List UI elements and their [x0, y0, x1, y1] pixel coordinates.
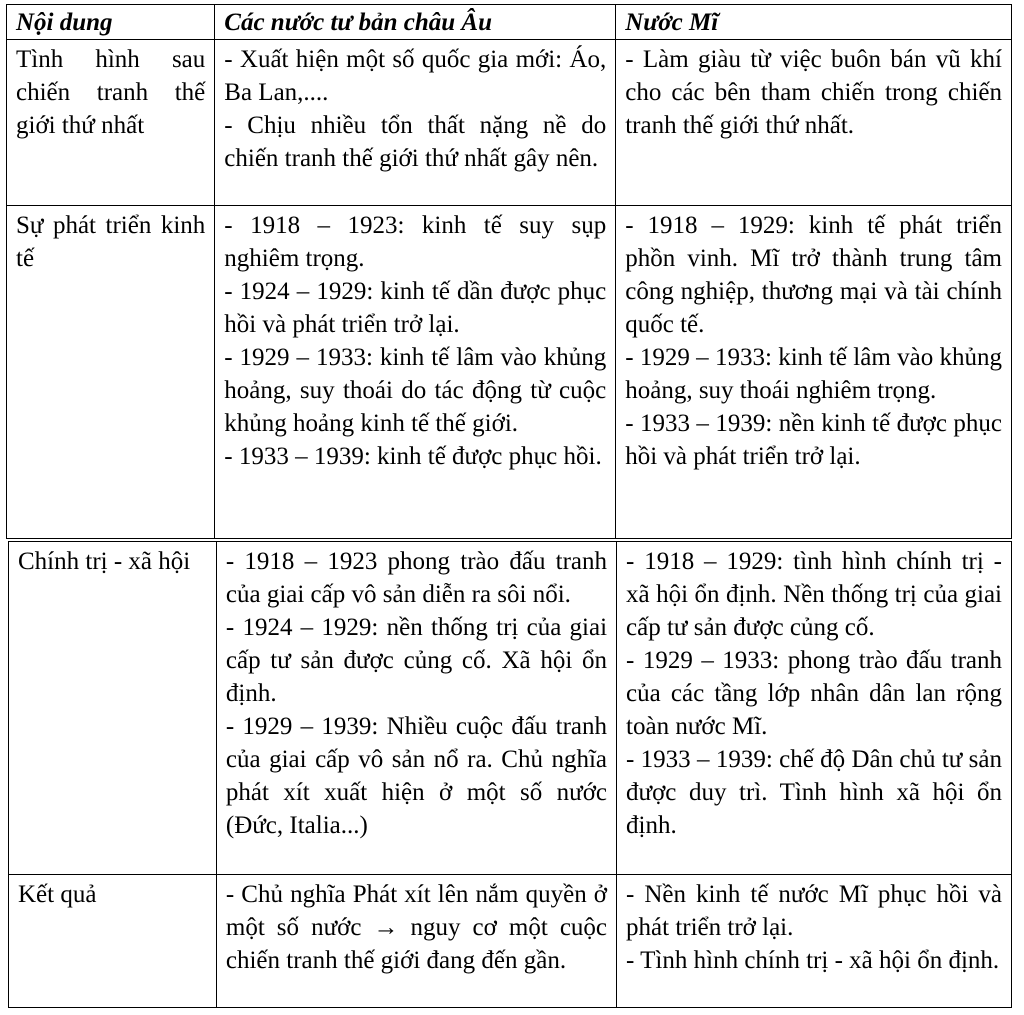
header-cell-content: Nội dung — [7, 5, 215, 40]
usa-item: - Tình hình chính trị - xã hội ổn định. — [626, 947, 1000, 974]
header-row — [7, 5, 1012, 40]
usa-item: - Nền kinh tế nước Mĩ phục hồi và phát triển trở lại. — [626, 881, 1002, 941]
topic-cell — [9, 875, 217, 1008]
usa-item: - 1918 – 1929: kinh tế phát triển phồn vinh. Mĩ trở thành trung tâm công nghiệp, thương mại và tài chính quốc tế. — [625, 212, 1002, 338]
topic-cell — [7, 206, 215, 539]
topic-text: Tình hình sau chiến tranh thế giới thứ nhất — [16, 46, 206, 139]
topic-text: Chính trị - xã hội — [18, 548, 191, 575]
topic-cell — [7, 40, 215, 206]
usa-item: - 1933 – 1939: chế độ Dân chủ tư sản được duy trì. Tình hình xã hội ổn định. — [626, 746, 1002, 839]
europe-item: - 1924 – 1929: kinh tế dần được phục hồi và phát triển trở lại. — [224, 278, 607, 338]
header-cell-europe: Các nước tư bản châu Âu — [215, 5, 616, 40]
usa-cell — [617, 875, 1012, 1008]
europe-item: - 1918 – 1923 phong trào đấu tranh của giai cấp vô sản diễn ra sôi nổi. — [225, 548, 608, 608]
europe-item: - 1918 – 1923: kinh tế suy sụp nghiêm trọng. — [224, 212, 607, 272]
usa-cell — [616, 40, 1012, 206]
europe-item: - Chủ nghĩa Phát xít lên nắm quyền ở một số nước → nguy cơ một cuộc chiến tranh thế giới đang đến gần. — [225, 881, 608, 974]
topic-cell — [9, 542, 217, 875]
usa-item: - Làm giàu từ việc buôn bán vũ khí cho các bên tham chiến trong chiến tranh thế giới thứ nhất. — [625, 46, 1002, 139]
topic-text: Kết quả — [18, 881, 97, 908]
usa-cell — [617, 542, 1012, 875]
europe-item: - Chịu nhiều tổn thất nặng nề do chiến tranh thế giới thứ nhất gây nên. — [224, 112, 607, 172]
usa-item: - 1918 – 1929: tình hình chính trị - xã hội ổn định. Nền thống trị của giai cấp tư sản được củng cố. — [626, 548, 1002, 641]
europe-cell — [215, 40, 616, 206]
usa-cell — [616, 206, 1012, 539]
table-row — [7, 40, 1012, 206]
usa-item: - 1929 – 1933: kinh tế lâm vào khủng hoảng, suy thoái nghiêm trọng. — [625, 344, 1002, 404]
table-row — [7, 206, 1012, 539]
usa-item: - 1929 – 1933: phong trào đấu tranh của các tầng lớp nhân dân lan rộng toàn nước Mĩ. — [626, 647, 1002, 740]
table-row — [9, 875, 1012, 1008]
europe-cell — [216, 542, 616, 875]
europe-cell — [216, 875, 616, 1008]
comparison-table-top — [6, 4, 1012, 539]
usa-item: - 1933 – 1939: nền kinh tế được phục hồi và phát triển trở lại. — [625, 410, 1002, 470]
europe-item: - 1929 – 1933: kinh tế lâm vào khủng hoảng, suy thoái do tác động từ cuộc khủng hoảng kinh tế thế giới. — [224, 344, 607, 437]
topic-text: Sự phát triển kinh tế — [16, 212, 206, 272]
comparison-table-bottom — [8, 541, 1012, 1008]
europe-item: - 1924 – 1929: nền thống trị của giai cấp tư sản được củng cố. Xã hội ổn định. — [225, 614, 608, 707]
europe-item: - 1933 – 1939: kinh tế được phục hồi. — [224, 443, 602, 470]
header-cell-usa: Nước Mĩ — [616, 5, 1012, 40]
europe-item: - Xuất hiện một số quốc gia mới: Áo, Ba Lan,.... — [224, 46, 607, 106]
table-row — [9, 542, 1012, 875]
europe-item: - 1929 – 1939: Nhiều cuộc đấu tranh của giai cấp vô sản nổ ra. Chủ nghĩa phát xít xuất hiện ở một số nước (Đức, Italia...) — [225, 713, 608, 839]
europe-cell — [215, 206, 616, 539]
